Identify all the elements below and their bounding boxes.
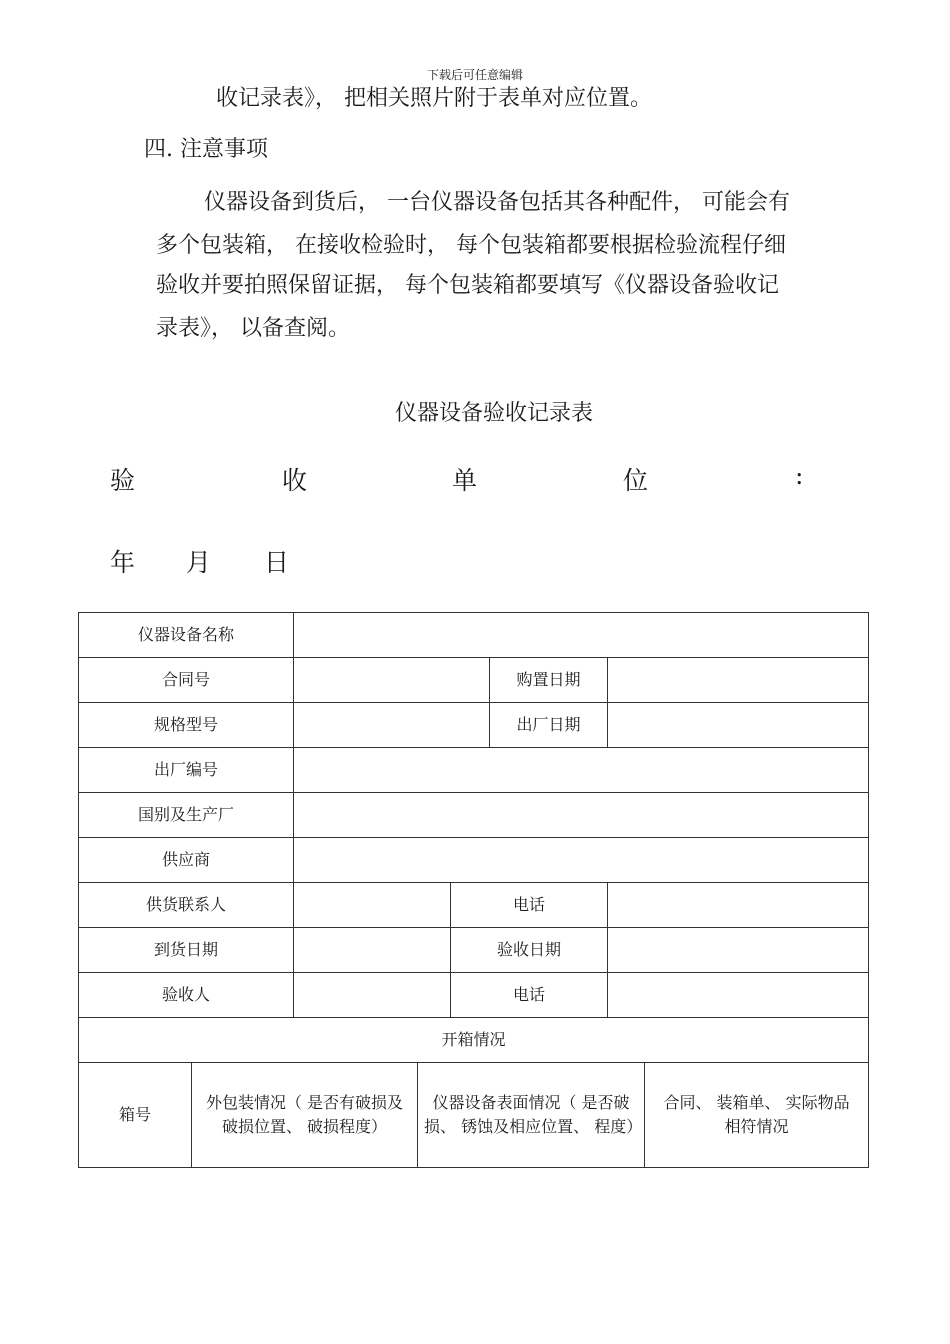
paragraph-line-1: 仪器设备到货后， 一台仪器设备包括其各种配件， 可能会有 [204,190,790,215]
form-title: 仪器设备验收记录表 [394,401,593,426]
table-row [79,658,869,703]
field-supplier[interactable] [294,838,869,883]
unpacking-heading: 开箱情况 [79,1018,869,1063]
table-row [79,793,869,838]
date-day: 日 [264,548,290,577]
label-phone-2: 电话 [451,973,608,1018]
table-row [79,928,869,973]
section-heading: 四. 注意事项 [144,137,268,162]
table-row [79,973,869,1018]
label-box-no: 箱号 [79,1063,192,1168]
field-acceptance-date[interactable] [608,928,869,973]
paragraph-line-3: 验收并要拍照保留证据， 每个包装箱都要填写《仪器设备验收记 [156,273,779,298]
unit-colon: : [795,461,804,490]
field-factory-date[interactable] [608,703,869,748]
field-phone[interactable] [608,883,869,928]
label-contract-no: 合同号 [79,658,294,703]
paragraph-line-2: 多个包装箱， 在接收检验时， 每个包装箱都要根据检验流程仔细 [156,233,786,258]
field-acceptor[interactable] [294,973,451,1018]
field-contract-no[interactable] [294,658,490,703]
table-row [79,748,869,793]
label-model: 规格型号 [79,703,294,748]
label-surface: 仪器设备表面情况（ 是否破损、 锈蚀及相应位置、 程度） [418,1063,645,1168]
label-outer-pack: 外包装情况（ 是否有破损及破损位置、 破损程度） [192,1063,418,1168]
field-country-maker[interactable] [294,793,869,838]
label-supplier: 供应商 [79,838,294,883]
table-row [79,838,869,883]
label-purchase-date: 购置日期 [490,658,608,703]
label-phone: 电话 [451,883,608,928]
field-supplier-contact[interactable] [294,883,451,928]
label-factory-date: 出厂日期 [490,703,608,748]
label-acceptor: 验收人 [79,973,294,1018]
date-year: 年 [110,548,136,577]
label-country-maker: 国别及生产厂 [79,793,294,838]
field-arrival-date[interactable] [294,928,451,973]
paragraph-line-4: 录表》， 以备查阅。 [156,316,350,341]
header-note: 下载后可任意编辑 [426,68,523,82]
intro-continuation-line: 收记录表》， 把相关照片附于表单对应位置。 [216,86,652,111]
unit-char-3: 单 [452,466,478,495]
unit-char-4: 位 [623,466,649,495]
field-phone-2[interactable] [608,973,869,1018]
field-purchase-date[interactable] [608,658,869,703]
label-factory-no: 出厂编号 [79,748,294,793]
field-factory-no[interactable] [294,748,869,793]
label-arrival-date: 到货日期 [79,928,294,973]
field-instrument-name[interactable] [294,613,869,658]
acceptance-record-table [78,612,869,1168]
table-row [79,883,869,928]
unit-char-2: 收 [282,466,308,495]
table-row [79,1018,869,1063]
label-match: 合同、 装箱单、 实际物品相符情况 [645,1063,869,1168]
label-instrument-name: 仪器设备名称 [79,613,294,658]
unit-char-1: 验 [110,466,136,495]
table-row [79,1063,869,1168]
table-row [79,703,869,748]
date-month: 月 [186,548,212,577]
label-acceptance-date: 验收日期 [451,928,608,973]
label-supplier-contact: 供货联系人 [79,883,294,928]
table-row [79,613,869,658]
field-model[interactable] [294,703,490,748]
